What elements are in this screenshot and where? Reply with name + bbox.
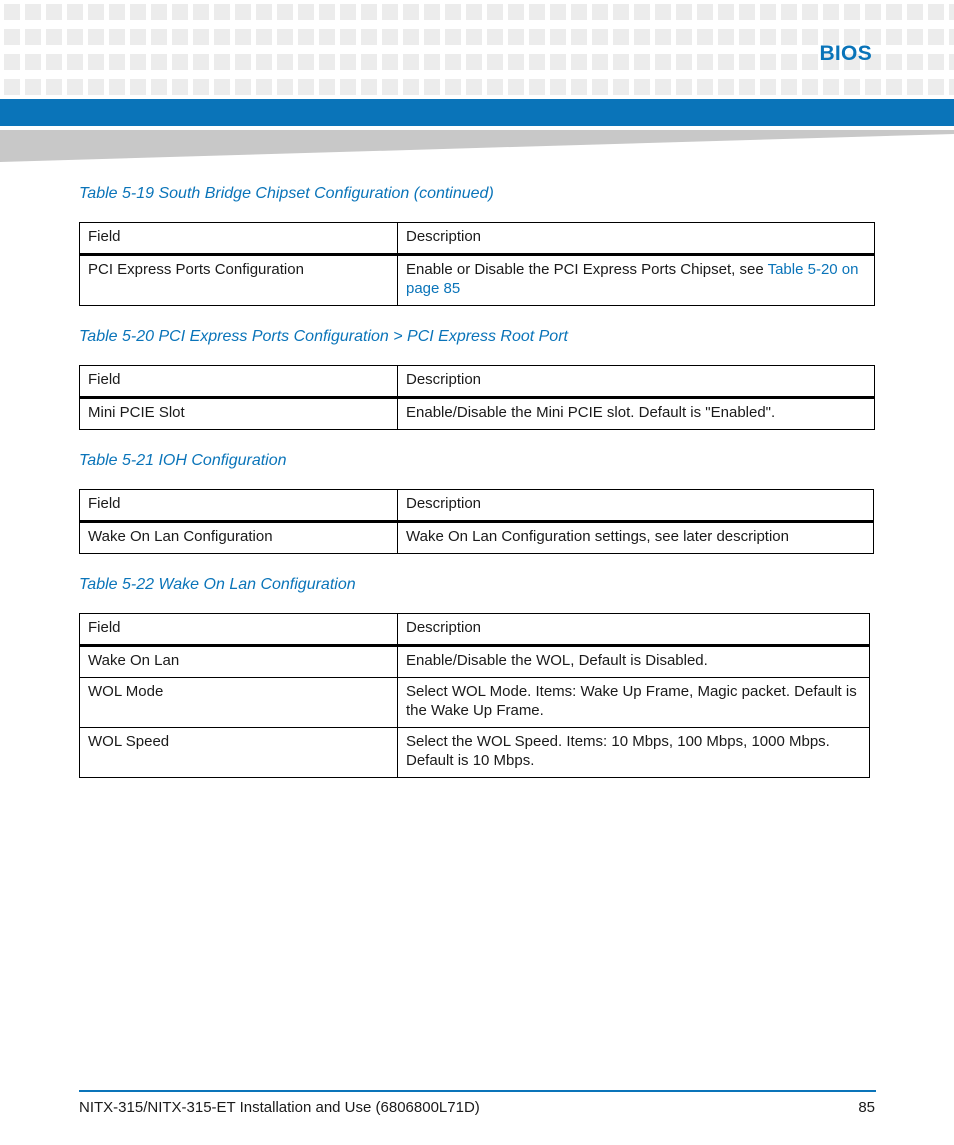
table-row: [80, 255, 875, 306]
table-5-19: [79, 222, 875, 306]
header-tile: [445, 54, 461, 70]
header-tile: [4, 29, 20, 45]
header-tile: [466, 29, 482, 45]
header-tile: [403, 29, 419, 45]
header-tile: [172, 54, 188, 70]
header-tile: [361, 54, 377, 70]
header-tile: [508, 79, 524, 95]
header-tile: [802, 29, 818, 45]
header-tile: [130, 4, 146, 20]
header-tile: [676, 4, 692, 20]
field-cell: PCI Express Ports Configuration: [80, 255, 398, 306]
header-tile: [529, 29, 545, 45]
header-tile: [928, 29, 944, 45]
header-tile: [88, 4, 104, 20]
description-cell: Enable/Disable the Mini PCIE slot. Default is "Enabled".: [398, 398, 875, 430]
header-tile: [592, 4, 608, 20]
header-tile: [823, 4, 839, 20]
table-5-22-caption: Table 5-22 Wake On Lan Configuration: [79, 576, 356, 593]
header-tile: [529, 79, 545, 95]
header-tile: [445, 4, 461, 20]
header-tile: [508, 4, 524, 20]
header-tile: [340, 54, 356, 70]
field-cell: Wake On Lan Configuration: [80, 522, 398, 554]
column-header-field: Field: [80, 223, 398, 255]
header-tile: [403, 4, 419, 20]
header-tile: [571, 79, 587, 95]
header-tile: [718, 4, 734, 20]
header-tile: [67, 29, 83, 45]
table-header-row: [80, 366, 875, 398]
footer-document-title: NITX-315/NITX-315-ET Installation and Use (6806800L71D): [79, 1099, 480, 1116]
header-tile: [424, 4, 440, 20]
description-cell: [398, 255, 875, 306]
header-tile: [67, 4, 83, 20]
table-header-row: [80, 614, 870, 646]
header-tile: [25, 79, 41, 95]
header-tile: [592, 79, 608, 95]
header-tile: [382, 54, 398, 70]
header-tile: [235, 29, 251, 45]
header-tile: [4, 4, 20, 20]
header-tile: [298, 54, 314, 70]
header-tile: [613, 4, 629, 20]
header-tile: [424, 29, 440, 45]
description-cell: Enable/Disable the WOL, Default is Disabled.: [398, 646, 870, 678]
header-tile: [550, 4, 566, 20]
header-tile: [949, 29, 954, 45]
header-tile: [928, 54, 944, 70]
header-tile: [802, 4, 818, 20]
header-tile: [319, 54, 335, 70]
header-tile: [634, 4, 650, 20]
header-tile: [46, 4, 62, 20]
header-tile: [802, 54, 818, 70]
header-tile: [277, 29, 293, 45]
header-tile: [193, 29, 209, 45]
header-tile: [655, 4, 671, 20]
header-tile: [25, 54, 41, 70]
header-tile: [718, 29, 734, 45]
header-tile: [655, 54, 671, 70]
header-blue-band: [0, 99, 954, 126]
header-tile: [130, 79, 146, 95]
field-cell: Mini PCIE Slot: [80, 398, 398, 430]
table-5-19-caption: Table 5-19 South Bridge Chipset Configuration (continued): [79, 185, 494, 202]
footer-page-number: 85: [858, 1099, 875, 1116]
column-header-description: Description: [398, 614, 870, 646]
header-tile: [613, 54, 629, 70]
header-tile: [109, 29, 125, 45]
description-cell: Wake On Lan Configuration settings, see later description: [398, 522, 874, 554]
description-text: Enable or Disable the PCI Express Ports Chipset, see: [406, 261, 768, 278]
header-tile: [739, 54, 755, 70]
header-tile: [319, 4, 335, 20]
header-tile: [592, 29, 608, 45]
table-5-20-caption: Table 5-20 PCI Express Ports Configuration > PCI Express Root Port: [79, 328, 568, 345]
header-tile: [907, 4, 923, 20]
header-tile: [298, 79, 314, 95]
header-tile: [235, 4, 251, 20]
table-5-21-caption: Table 5-21 IOH Configuration: [79, 452, 287, 469]
header-tile: [886, 54, 902, 70]
header-tile: [928, 79, 944, 95]
header-tile: [172, 29, 188, 45]
table-5-21: [79, 489, 874, 554]
header-tile: [298, 29, 314, 45]
header-tile: [760, 29, 776, 45]
column-header-field: Field: [80, 490, 398, 522]
field-cell: WOL Mode: [80, 678, 398, 728]
header-tile: [739, 79, 755, 95]
header-tile: [172, 79, 188, 95]
column-header-field: Field: [80, 614, 398, 646]
header-tile: [214, 79, 230, 95]
header-tile: [445, 79, 461, 95]
header-tile: [277, 4, 293, 20]
header-tile: [949, 54, 954, 70]
header-tile: [718, 79, 734, 95]
header-tile: [424, 54, 440, 70]
header-tile: [571, 54, 587, 70]
header-tile: [340, 79, 356, 95]
header-tile: [676, 79, 692, 95]
header-tile: [865, 79, 881, 95]
header-tile: [592, 54, 608, 70]
header-tile: [235, 54, 251, 70]
header-tile: [256, 79, 272, 95]
header-tile: [277, 79, 293, 95]
header-tile: [718, 54, 734, 70]
header-tile: [193, 79, 209, 95]
header-tile: [844, 4, 860, 20]
header-tile: [277, 54, 293, 70]
column-header-description: Description: [398, 490, 874, 522]
header-tile: [424, 79, 440, 95]
column-header-description: Description: [398, 366, 875, 398]
table-5-22: [79, 613, 870, 778]
header-tile: [571, 4, 587, 20]
table-5-20: [79, 365, 875, 430]
header-tile: [487, 29, 503, 45]
table-row: [80, 678, 870, 728]
header-tile: [529, 54, 545, 70]
table-header-row: [80, 223, 875, 255]
header-tile: [697, 29, 713, 45]
header-tile: [193, 4, 209, 20]
header-tile: [907, 29, 923, 45]
header-tile: [88, 79, 104, 95]
header-tile: [739, 29, 755, 45]
header-tile: [676, 29, 692, 45]
header-tile: [46, 29, 62, 45]
header-tile: [445, 29, 461, 45]
header-tile: [844, 79, 860, 95]
header-tile: [760, 4, 776, 20]
header-tile-pattern: [0, 0, 954, 96]
header-tile: [151, 79, 167, 95]
header-tile: [340, 4, 356, 20]
header-grey-wedge: [0, 128, 954, 164]
header-tile: [487, 4, 503, 20]
header-tile: [193, 54, 209, 70]
header-tile: [928, 4, 944, 20]
header-tile: [907, 54, 923, 70]
header-tile: [655, 79, 671, 95]
header-tile: [697, 79, 713, 95]
table-row: [80, 522, 874, 554]
column-header-description: Description: [398, 223, 875, 255]
header-tile: [256, 29, 272, 45]
header-tile: [739, 4, 755, 20]
header-tile: [382, 29, 398, 45]
header-tile: [319, 29, 335, 45]
header-tile: [235, 79, 251, 95]
header-tile: [256, 54, 272, 70]
header-tile: [256, 4, 272, 20]
chapter-title: BIOS: [819, 42, 872, 65]
header-tile: [529, 4, 545, 20]
header-tile: [151, 54, 167, 70]
header-tile: [949, 79, 954, 95]
header-tile: [508, 29, 524, 45]
header-tile: [571, 29, 587, 45]
header-tile: [466, 4, 482, 20]
header-tile: [760, 79, 776, 95]
header-tile: [130, 29, 146, 45]
table-header-row: [80, 490, 874, 522]
header-tile: [361, 79, 377, 95]
header-tile: [550, 54, 566, 70]
header-tile: [25, 29, 41, 45]
header-tile: [67, 79, 83, 95]
header-tile: [760, 54, 776, 70]
header-tile: [88, 29, 104, 45]
header-tile: [109, 4, 125, 20]
header-tile: [88, 54, 104, 70]
header-tile: [781, 79, 797, 95]
header-tile: [46, 54, 62, 70]
header-tile: [550, 79, 566, 95]
header-tile: [487, 54, 503, 70]
footer-rule: [79, 1090, 876, 1092]
header-tile: [298, 4, 314, 20]
header-tile: [487, 79, 503, 95]
header-tile: [466, 54, 482, 70]
field-cell: WOL Speed: [80, 728, 398, 778]
header-tile: [214, 29, 230, 45]
header-tile: [781, 29, 797, 45]
header-tile: [697, 54, 713, 70]
header-tile: [109, 79, 125, 95]
header-tile: [886, 79, 902, 95]
header-tile: [340, 29, 356, 45]
header-tile: [697, 4, 713, 20]
header-tile: [214, 54, 230, 70]
header-tile: [151, 4, 167, 20]
header-tile: [907, 79, 923, 95]
header-tile: [172, 4, 188, 20]
header-tile: [613, 79, 629, 95]
header-tile: [403, 79, 419, 95]
header-tile: [361, 4, 377, 20]
header-tile: [46, 79, 62, 95]
column-header-field: Field: [80, 366, 398, 398]
table-row: [80, 728, 870, 778]
header-tile: [865, 4, 881, 20]
header-tile: [949, 4, 954, 20]
header-tile: [676, 54, 692, 70]
header-tile: [382, 79, 398, 95]
header-tile: [823, 79, 839, 95]
header-tile: [781, 4, 797, 20]
field-cell: Wake On Lan: [80, 646, 398, 678]
header-tile: [403, 54, 419, 70]
description-cell: Select WOL Mode. Items: Wake Up Frame, Magic packet. Default is the Wake Up Frame.: [398, 678, 870, 728]
header-tile: [781, 54, 797, 70]
header-tile: [613, 29, 629, 45]
header-tile: [634, 79, 650, 95]
header-tile: [25, 4, 41, 20]
header-tile: [67, 54, 83, 70]
header-tile: [109, 54, 125, 70]
header-tile: [382, 4, 398, 20]
header-tile: [634, 54, 650, 70]
header-tile: [886, 4, 902, 20]
header-tile: [4, 54, 20, 70]
header-tile: [214, 4, 230, 20]
header-tile: [4, 79, 20, 95]
header-tile: [466, 79, 482, 95]
table-row: [80, 398, 875, 430]
table-5-20-link[interactable]: Table 5-20 on page 85: [406, 261, 859, 297]
header-tile: [634, 29, 650, 45]
table-row: [80, 646, 870, 678]
header-tile: [550, 29, 566, 45]
header-tile: [151, 29, 167, 45]
header-tile: [655, 29, 671, 45]
header-tile: [508, 54, 524, 70]
header-tile: [886, 29, 902, 45]
header-tile: [319, 79, 335, 95]
header-tile: [130, 54, 146, 70]
description-cell: Select the WOL Speed. Items: 10 Mbps, 100 Mbps, 1000 Mbps. Default is 10 Mbps.: [398, 728, 870, 778]
header-tile: [802, 79, 818, 95]
header-tile: [361, 29, 377, 45]
